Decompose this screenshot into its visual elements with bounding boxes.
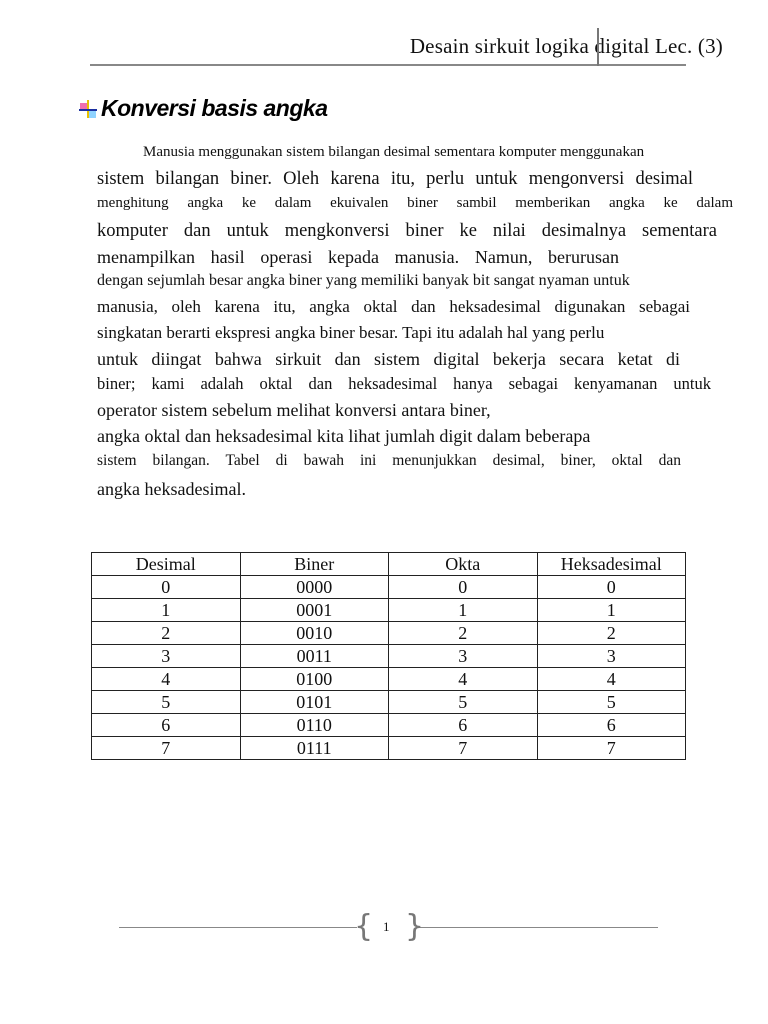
paragraph-line: Manusia menggunakan sistem bilangan desimal sementara komputer menggunakan xyxy=(143,144,645,160)
paragraph-line: dengan sejumlah besar angka biner yang memiliki banyak bit sangat nyaman untuk xyxy=(97,272,630,289)
page-header-title: Desain sirkuit logika digital Lec. (3) xyxy=(409,34,723,58)
paragraph-line: komputer dan untuk mengkonversi biner ke nilai desimalnya sementara xyxy=(97,221,717,241)
table-cell: 3 xyxy=(537,645,686,668)
section-heading-text: Konversi basis angka xyxy=(101,95,328,121)
table-cell: 3 xyxy=(92,645,241,668)
table-cell: 0111 xyxy=(240,737,389,760)
table-cell: 0001 xyxy=(240,599,389,622)
header-vertical-mark xyxy=(597,28,599,66)
section-heading xyxy=(78,95,328,122)
table-row xyxy=(92,691,686,714)
paragraph-line: sistem bilangan biner. Oleh karena itu, perlu untuk mengonversi desimal xyxy=(97,169,693,189)
paragraph-line: angka heksadesimal. xyxy=(97,479,246,499)
table-cell: 6 xyxy=(537,714,686,737)
table-cell: 0101 xyxy=(240,691,389,714)
footer-brace-right-icon: } xyxy=(405,909,425,944)
table-cell: 1 xyxy=(389,599,538,622)
table-cell: 5 xyxy=(537,691,686,714)
conversion-table xyxy=(91,552,686,760)
table-cell: 0 xyxy=(92,576,241,599)
table-row xyxy=(92,645,686,668)
table-cell: 2 xyxy=(537,622,686,645)
table-cell: 7 xyxy=(92,737,241,760)
table-cell: 0 xyxy=(537,576,686,599)
table-cell: 4 xyxy=(537,668,686,691)
table-cell: 0100 xyxy=(240,668,389,691)
table-cell: 0010 xyxy=(240,622,389,645)
column-header: Okta xyxy=(389,553,538,576)
table-cell: 6 xyxy=(389,714,538,737)
page-number: 1 xyxy=(383,919,390,934)
paragraph-line: sistem bilangan. Tabel di bawah ini menunjukkan desimal, biner, oktal dan xyxy=(97,452,681,469)
table-cell: 4 xyxy=(92,668,241,691)
table-row xyxy=(92,737,686,760)
paragraph-line: menghitung angka ke dalam ekuivalen biner sambil memberikan angka ke dalam xyxy=(97,195,733,211)
table-row xyxy=(92,599,686,622)
paragraph-line: menampilkan hasil operasi kepada manusia. Namun, berurusan xyxy=(97,247,619,267)
footer-divider-right xyxy=(418,927,658,928)
table-cell: 2 xyxy=(92,622,241,645)
table-cell: 2 xyxy=(389,622,538,645)
table-cell: 7 xyxy=(389,737,538,760)
table-cell: 4 xyxy=(389,668,538,691)
table-cell: 7 xyxy=(537,737,686,760)
table-cell: 1 xyxy=(537,599,686,622)
table-cell: 5 xyxy=(92,691,241,714)
table-row xyxy=(92,622,686,645)
footer-brace-left-icon: { xyxy=(354,909,374,944)
table-row xyxy=(92,714,686,737)
paragraph-line: biner; kami adalah oktal dan heksadesimal hanya sebagai kenyamanan untuk xyxy=(97,374,711,393)
paragraph-line: untuk diingat bahwa sirkuit dan sistem digital bekerja secara ketat di xyxy=(97,349,680,369)
column-header: Desimal xyxy=(92,553,241,576)
paragraph-line: angka oktal dan heksadesimal kita lihat jumlah digit dalam beberapa xyxy=(97,426,591,446)
table-cell: 0011 xyxy=(240,645,389,668)
table-cell: 3 xyxy=(389,645,538,668)
paragraph-line: operator sistem sebelum melihat konversi antara biner, xyxy=(97,400,491,420)
paragraph-line: manusia, oleh karena itu, angka oktal dan heksadesimal digunakan sebagai xyxy=(97,297,690,316)
paragraph-line: singkatan berarti ekspresi angka biner besar. Tapi itu adalah hal yang perlu xyxy=(97,323,605,342)
table-cell: 1 xyxy=(92,599,241,622)
table-cell: 0 xyxy=(389,576,538,599)
table-cell: 0000 xyxy=(240,576,389,599)
column-header: Heksadesimal xyxy=(537,553,686,576)
table-row xyxy=(92,668,686,691)
bullet-cross-icon xyxy=(78,99,98,119)
column-header: Biner xyxy=(240,553,389,576)
table-cell: 0110 xyxy=(240,714,389,737)
footer-divider-left xyxy=(119,927,357,928)
table-cell: 5 xyxy=(389,691,538,714)
table-cell: 6 xyxy=(92,714,241,737)
table-row xyxy=(92,576,686,599)
table-header-row xyxy=(92,553,686,576)
